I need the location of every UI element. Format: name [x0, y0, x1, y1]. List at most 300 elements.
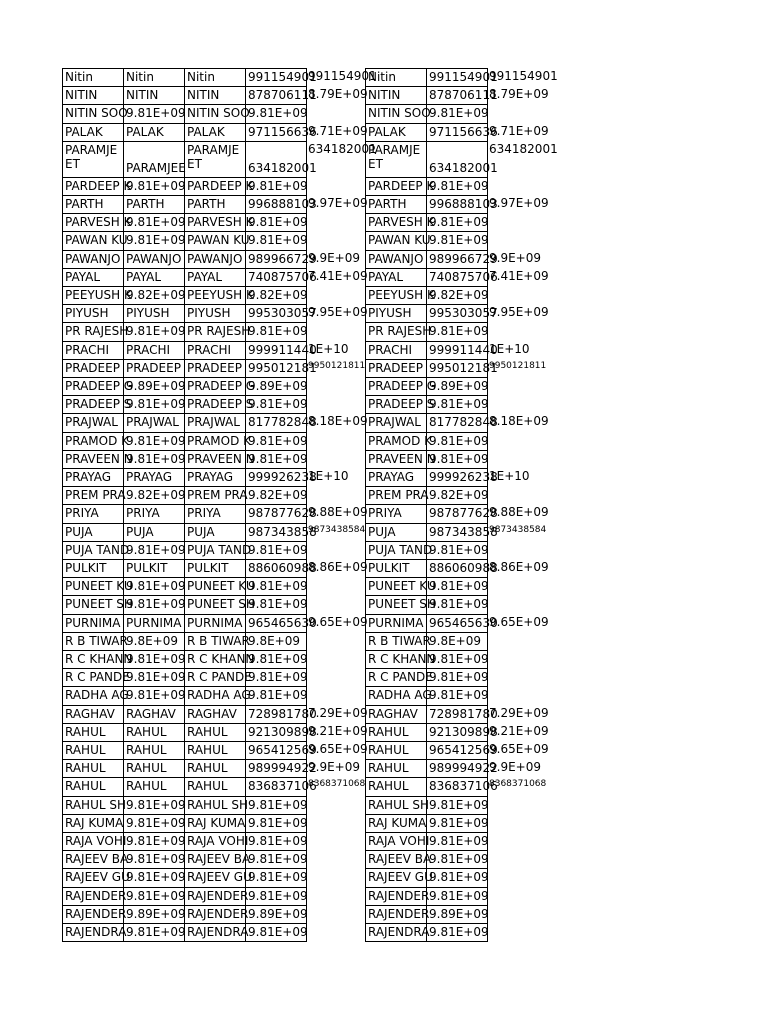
table-cell: 991154901 [426, 68, 488, 87]
table-cell: 9.65E+09 [489, 742, 549, 756]
table-cell: PRAJWAL [62, 413, 124, 432]
table-row [62, 341, 552, 359]
table-cell: 740875706 [245, 268, 307, 287]
table-cell: PRAVEEN N [184, 450, 246, 469]
table-cell: RAJ KUMA [184, 814, 246, 833]
table-cell: Nitin [123, 68, 185, 87]
table-cell: RAHUL [123, 723, 185, 742]
table-cell: RADHA AG [365, 686, 427, 705]
table-cell: 9.81E+09 [426, 887, 488, 906]
table-cell: 996888103 [426, 195, 488, 214]
table-cell [487, 650, 550, 668]
table-cell: 921309898 [426, 723, 488, 742]
table-cell: 817782848 [426, 413, 488, 432]
table-row [62, 814, 552, 832]
table-cell: PUNEET KU [62, 577, 124, 596]
table-cell: 9.81E+09 [245, 322, 307, 341]
table-cell [306, 887, 365, 905]
table-cell: 8.18E+09 [308, 414, 368, 429]
table-cell [306, 104, 365, 122]
table-cell: NITIN [62, 86, 124, 105]
table-cell [487, 595, 550, 613]
table-cell: RAJENDER [184, 905, 246, 924]
table-row [62, 650, 552, 668]
table-cell: 9.65E+09 [308, 742, 368, 756]
table-cell: 9.8E+09 [426, 632, 488, 651]
table-row [62, 832, 552, 850]
table-cell: PRAYAG [123, 468, 185, 487]
table-cell: 817782848 [245, 413, 307, 432]
table-cell: 9.81E+09 [426, 814, 488, 833]
table-cell: RAHUL SH [62, 796, 124, 815]
table-cell: PUJA TAND [365, 541, 427, 560]
table-cell: RAGHAV [184, 705, 246, 724]
table-cell: PAWAN KU [184, 231, 246, 250]
table-cell: 9.81E+09 [123, 832, 185, 851]
table-cell: PRADEEP G [62, 377, 124, 396]
table-row [62, 322, 552, 340]
table-cell [306, 231, 365, 249]
table-cell: PAWANJO [123, 250, 185, 269]
table-cell: 9.82E+09 [123, 286, 185, 305]
table-cell [306, 814, 365, 832]
table-cell: PARVESH K [62, 213, 124, 232]
table-cell: RAHUL [62, 759, 124, 778]
table-cell: 9.81E+09 [245, 668, 307, 687]
table-row [62, 595, 552, 613]
table-cell: 9.71E+09 [489, 123, 549, 138]
table-cell: PAWAN KU [365, 231, 427, 250]
table-cell: PULKIT [184, 559, 246, 578]
table-cell: 987877628 [426, 504, 488, 523]
table-cell [487, 395, 550, 413]
table-cell: PRADEEP G [365, 377, 427, 396]
table-cell: 991154901 [245, 68, 307, 87]
table-row [62, 741, 552, 759]
table-row [62, 450, 552, 468]
table-cell: RAJENDER [365, 887, 427, 906]
table-cell: 1E+10 [308, 469, 349, 483]
table-row [62, 123, 552, 141]
table-cell: 9.81E+09 [245, 814, 307, 833]
table-cell: PUJA TAND [184, 541, 246, 560]
table-cell: 9.81E+09 [123, 213, 185, 232]
table-row [62, 887, 552, 905]
table-cell: RAJA VOHI [62, 832, 124, 851]
table-cell: PURNIMA [365, 614, 427, 633]
table-cell: RAHUL [184, 777, 246, 796]
table-cell: R B TIWAR [184, 632, 246, 651]
table-cell: 634182001 [489, 141, 558, 156]
table-cell: PRAYAG [62, 468, 124, 487]
table-cell: 9.88E+09 [308, 505, 368, 520]
table-cell [487, 231, 550, 249]
table-cell: PUJA [184, 523, 246, 542]
table-cell: 9.21E+09 [308, 723, 368, 738]
table-cell: 9.65E+09 [308, 614, 368, 629]
table-cell: PRIYA [184, 504, 246, 523]
table-cell: PREM PRA [365, 486, 427, 505]
table-cell: PULKIT [365, 559, 427, 578]
table-cell: PRAJWAL [184, 413, 246, 432]
table-cell: PULKIT [62, 559, 124, 578]
table-cell: 836837106 [245, 777, 307, 796]
table-cell: 9.89E+09 [123, 377, 185, 396]
table-cell: 9.81E+09 [245, 577, 307, 596]
table-cell: PURNIMA [184, 614, 246, 633]
table-cell [306, 796, 365, 814]
table-cell: PRAYAG [184, 468, 246, 487]
table-cell: R B TIWAR [62, 632, 124, 651]
table-cell [487, 796, 550, 814]
table-cell: PAWANJO [184, 250, 246, 269]
table-cell: 9.95E+09 [308, 305, 368, 320]
table-cell: RAHUL [62, 741, 124, 760]
table-cell: 9.82E+09 [123, 486, 185, 505]
table-row [62, 868, 552, 886]
table-cell [487, 577, 550, 595]
table-cell: PARAMJE ET [184, 141, 246, 178]
table-row [62, 923, 552, 941]
table-cell: RAJEEV BA [184, 850, 246, 869]
table-cell: 7.41E+09 [489, 268, 549, 283]
table-cell: NITIN [365, 86, 427, 105]
table-cell [306, 686, 365, 704]
table-cell [487, 432, 550, 450]
table-cell: 8.79E+09 [308, 87, 368, 102]
table-row [62, 632, 552, 650]
table-cell: R C KHANN [62, 650, 124, 669]
table-cell: 9.81E+09 [426, 432, 488, 451]
table-cell: 9.82E+09 [245, 286, 307, 305]
table-cell: 1E+10 [489, 469, 530, 483]
table-cell: PULKIT [123, 559, 185, 578]
table-cell: 999926238 [426, 468, 488, 487]
table-cell: PRAMOD K [184, 432, 246, 451]
table-cell: 9873438584 [489, 524, 547, 535]
table-cell: 9.81E+09 [426, 395, 488, 414]
table-cell: 9.81E+09 [123, 850, 185, 869]
table-cell: PARTH [184, 195, 246, 214]
table-cell: RAHUL [365, 741, 427, 760]
table-cell: 9.81E+09 [426, 650, 488, 669]
table-cell: PRAVEEN N [365, 450, 427, 469]
table-cell: 9.71E+09 [308, 123, 368, 138]
table-cell: 965465630 [245, 614, 307, 633]
table-row [62, 850, 552, 868]
table-cell: 9.81E+09 [245, 104, 307, 123]
table-cell: PIYUSH [62, 304, 124, 323]
table-cell: PUNEET SH [184, 595, 246, 614]
table-cell [487, 850, 550, 868]
table-cell: NITIN [123, 86, 185, 105]
table-cell: 878706111 [245, 86, 307, 105]
table-cell: PRADEEP S [184, 395, 246, 414]
table-cell [487, 923, 550, 941]
table-cell [487, 213, 550, 231]
table-cell: 9.81E+09 [426, 796, 488, 815]
table-cell: PALAK [365, 123, 427, 142]
table-cell: 9.81E+09 [123, 650, 185, 669]
table-cell: PRIYA [123, 504, 185, 523]
table-cell [487, 868, 550, 886]
table-cell: PARDEEP K [184, 177, 246, 196]
table-cell: PARDEEP K [365, 177, 427, 196]
table-cell: PALAK [62, 123, 124, 142]
table-cell [306, 450, 365, 468]
table-cell: PRAJWAL [365, 413, 427, 432]
table-cell [306, 577, 365, 595]
table-cell: 9.81E+09 [245, 887, 307, 906]
table-cell: 9.88E+09 [489, 505, 549, 520]
table-cell: 728981780 [245, 705, 307, 724]
table-cell: RAJENDER [365, 905, 427, 924]
table-cell: PUJA [365, 523, 427, 542]
table-cell [306, 905, 365, 923]
table-cell: PRACHI [62, 341, 124, 360]
table-cell [487, 541, 550, 559]
table-cell: 728981780 [426, 705, 488, 724]
table-cell: RAJ KUMA [365, 814, 427, 833]
table-cell: PRADEEP [62, 359, 124, 378]
table-cell: RAJEEV GU [184, 868, 246, 887]
table-cell: PRAYAG [365, 468, 427, 487]
table-cell: 9.81E+09 [426, 850, 488, 869]
table-cell: PREM PRA [62, 486, 124, 505]
table-row [62, 395, 552, 413]
table-cell: RAJEEV GU [62, 868, 124, 887]
table-cell [487, 104, 550, 122]
table-cell: 9950121811 [308, 360, 366, 371]
table-row [62, 250, 552, 268]
table-row [62, 705, 552, 723]
table-cell: 9.81E+09 [245, 796, 307, 815]
table-cell: RAHUL [62, 777, 124, 796]
table-cell: R C PANDE [184, 668, 246, 687]
table-cell: PARTH [365, 195, 427, 214]
table-row [62, 668, 552, 686]
table-cell: 9.21E+09 [489, 723, 549, 738]
table-cell: RAGHAV [123, 705, 185, 724]
table-cell: 921309898 [245, 723, 307, 742]
table-cell: PUNEET KU [365, 577, 427, 596]
table-row [62, 796, 552, 814]
table-cell: 9.81E+09 [426, 104, 488, 123]
table-cell: 9.81E+09 [245, 595, 307, 614]
table-cell: PUJA [123, 523, 185, 542]
table-cell: 9.81E+09 [426, 868, 488, 887]
table-cell: Nitin [184, 68, 246, 87]
table-cell [306, 650, 365, 668]
table-cell: 9873438584 [308, 524, 366, 535]
table-cell: 965412569 [426, 741, 488, 760]
table-cell: 634182001 [245, 141, 307, 178]
table-row [62, 541, 552, 559]
table-cell: PRIYA [365, 504, 427, 523]
table-cell: 9.81E+09 [123, 923, 185, 942]
table-row [62, 104, 552, 122]
table-cell: RAJEEV BA [365, 850, 427, 869]
table-cell [487, 887, 550, 905]
table-cell: PAYAL [62, 268, 124, 287]
table-cell: 989994922 [426, 759, 488, 778]
table-cell: 7.41E+09 [308, 268, 368, 283]
table-cell: 9.81E+09 [123, 450, 185, 469]
table-cell: 995012181 [426, 359, 488, 378]
table-cell: RAJENDRA [365, 923, 427, 942]
table-cell [306, 923, 365, 941]
table-cell: R C PANDE [62, 668, 124, 687]
table-cell: 9.81E+09 [123, 432, 185, 451]
table-cell: 9.81E+09 [426, 595, 488, 614]
table-cell: 995303057 [426, 304, 488, 323]
table-cell: PUJA TAND [62, 541, 124, 560]
table-cell: RAHUL SH [365, 796, 427, 815]
table-cell: 9.81E+09 [123, 796, 185, 815]
table-row [62, 141, 558, 177]
table-row [62, 286, 552, 304]
table-cell: 971156636 [245, 123, 307, 142]
table-cell: 878706111 [426, 86, 488, 105]
table-cell: PRADEEP [184, 359, 246, 378]
table-cell: 9.81E+09 [123, 668, 185, 687]
table-cell: 9.81E+09 [123, 322, 185, 341]
table-row [62, 905, 552, 923]
table-cell: PARAMJE ET [62, 141, 124, 178]
table-cell: PAWAN KU [62, 231, 124, 250]
table-cell: 9.8E+09 [123, 632, 185, 651]
table-row [62, 231, 552, 249]
table-cell: RAGHAV [365, 705, 427, 724]
table-cell [487, 286, 550, 304]
table-cell: PRAJWAL [123, 413, 185, 432]
table-cell: RAHUL [184, 723, 246, 742]
table-cell: RAHUL [184, 741, 246, 760]
table-row [62, 304, 552, 322]
table-cell [306, 432, 365, 450]
table-row [62, 614, 552, 632]
table-cell: RAJENDRA [62, 923, 124, 942]
table-cell: 9.9E+09 [308, 760, 360, 775]
table-cell [487, 450, 550, 468]
table-cell [487, 322, 550, 340]
table-cell: PEEYUSH K [62, 286, 124, 305]
table-row [62, 559, 552, 577]
table-cell: 740875706 [426, 268, 488, 287]
table-cell: 9.81E+09 [245, 213, 307, 232]
table-cell [306, 632, 365, 650]
table-cell: 9.81E+09 [245, 231, 307, 250]
table-cell: 8.86E+09 [308, 560, 368, 574]
table-cell: 9.81E+09 [123, 541, 185, 560]
table-row [62, 723, 552, 741]
table-cell: NITIN SOO [184, 104, 246, 123]
table-cell: PEEYUSH K [184, 286, 246, 305]
table-cell: 999911440 [426, 341, 488, 360]
table-row [62, 759, 552, 777]
table-cell: 9.81E+09 [426, 577, 488, 596]
table-cell: 9.82E+09 [426, 286, 488, 305]
table-cell: Nitin [365, 68, 427, 87]
table-cell [306, 213, 365, 231]
table-cell: 9.89E+09 [426, 905, 488, 924]
table-cell: 9.81E+09 [426, 322, 488, 341]
table-cell [306, 868, 365, 886]
table-cell: PR RAJESH [184, 322, 246, 341]
table-row [62, 86, 552, 104]
table-cell: 9.81E+09 [123, 887, 185, 906]
table-cell: 9.81E+09 [426, 541, 488, 560]
table-cell [306, 322, 365, 340]
table-cell: 9.81E+09 [123, 177, 185, 196]
table-cell: RAHUL [62, 723, 124, 742]
table-cell: PRADEEP S [62, 395, 124, 414]
table-cell: PARVESH K [184, 213, 246, 232]
table-row [62, 686, 552, 704]
table-cell: 8.86E+09 [489, 560, 549, 574]
table-cell: PRADEEP [123, 359, 185, 378]
table-cell: R C PANDE [365, 668, 427, 687]
table-cell: PRADEEP G [184, 377, 246, 396]
table-cell: RAHUL [184, 759, 246, 778]
table-cell [306, 377, 365, 395]
table-cell: 9.95E+09 [489, 305, 549, 320]
table-row [62, 523, 552, 541]
table-cell: 8368371068 [308, 779, 366, 790]
table-cell: PRAVEEN N [62, 450, 124, 469]
table-cell [306, 395, 365, 413]
table-cell: 991154901 [489, 69, 558, 83]
table-row [62, 177, 552, 195]
table-cell: PRADEEP [365, 359, 427, 378]
table-cell [306, 668, 365, 686]
table-cell [487, 905, 550, 923]
table-row [62, 268, 552, 286]
table-cell: PAWANJO [365, 250, 427, 269]
table-cell: PRADEEP S [365, 395, 427, 414]
table-cell: RAJENDER [184, 887, 246, 906]
table-cell: 9950121811 [489, 360, 547, 371]
table-row [62, 359, 552, 377]
table-cell: 991154901 [308, 69, 377, 83]
table-cell: R C KHANN [365, 650, 427, 669]
table-cell: R C KHANN [184, 650, 246, 669]
table-cell [306, 286, 365, 304]
table-cell: 9.82E+09 [245, 486, 307, 505]
table-cell: Nitin [62, 68, 124, 87]
table-cell: 8368371068 [489, 779, 547, 790]
table-cell: PUNEET KU [184, 577, 246, 596]
table-cell: 7.29E+09 [308, 705, 368, 720]
table-cell: 9.89E+09 [123, 905, 185, 924]
table-cell: 9.81E+09 [123, 395, 185, 414]
table-cell: PUNEET SH [365, 595, 427, 614]
table-cell: 9.8E+09 [245, 632, 307, 651]
table-cell: PAYAL [184, 268, 246, 287]
table-cell: PRAMOD K [62, 432, 124, 451]
table-cell: NITIN SOO [62, 104, 124, 123]
table-cell [306, 177, 365, 195]
table-cell: PRACHI [184, 341, 246, 360]
table-cell: 9.81E+09 [245, 650, 307, 669]
table-cell [306, 832, 365, 850]
table-cell: PIYUSH [365, 304, 427, 323]
table-cell [487, 832, 550, 850]
table-cell: 9.81E+09 [426, 231, 488, 250]
table-cell: PARVESH K [365, 213, 427, 232]
table-cell: RAJ KUMA [62, 814, 124, 833]
table-cell: PARAMJE ET [365, 141, 427, 178]
